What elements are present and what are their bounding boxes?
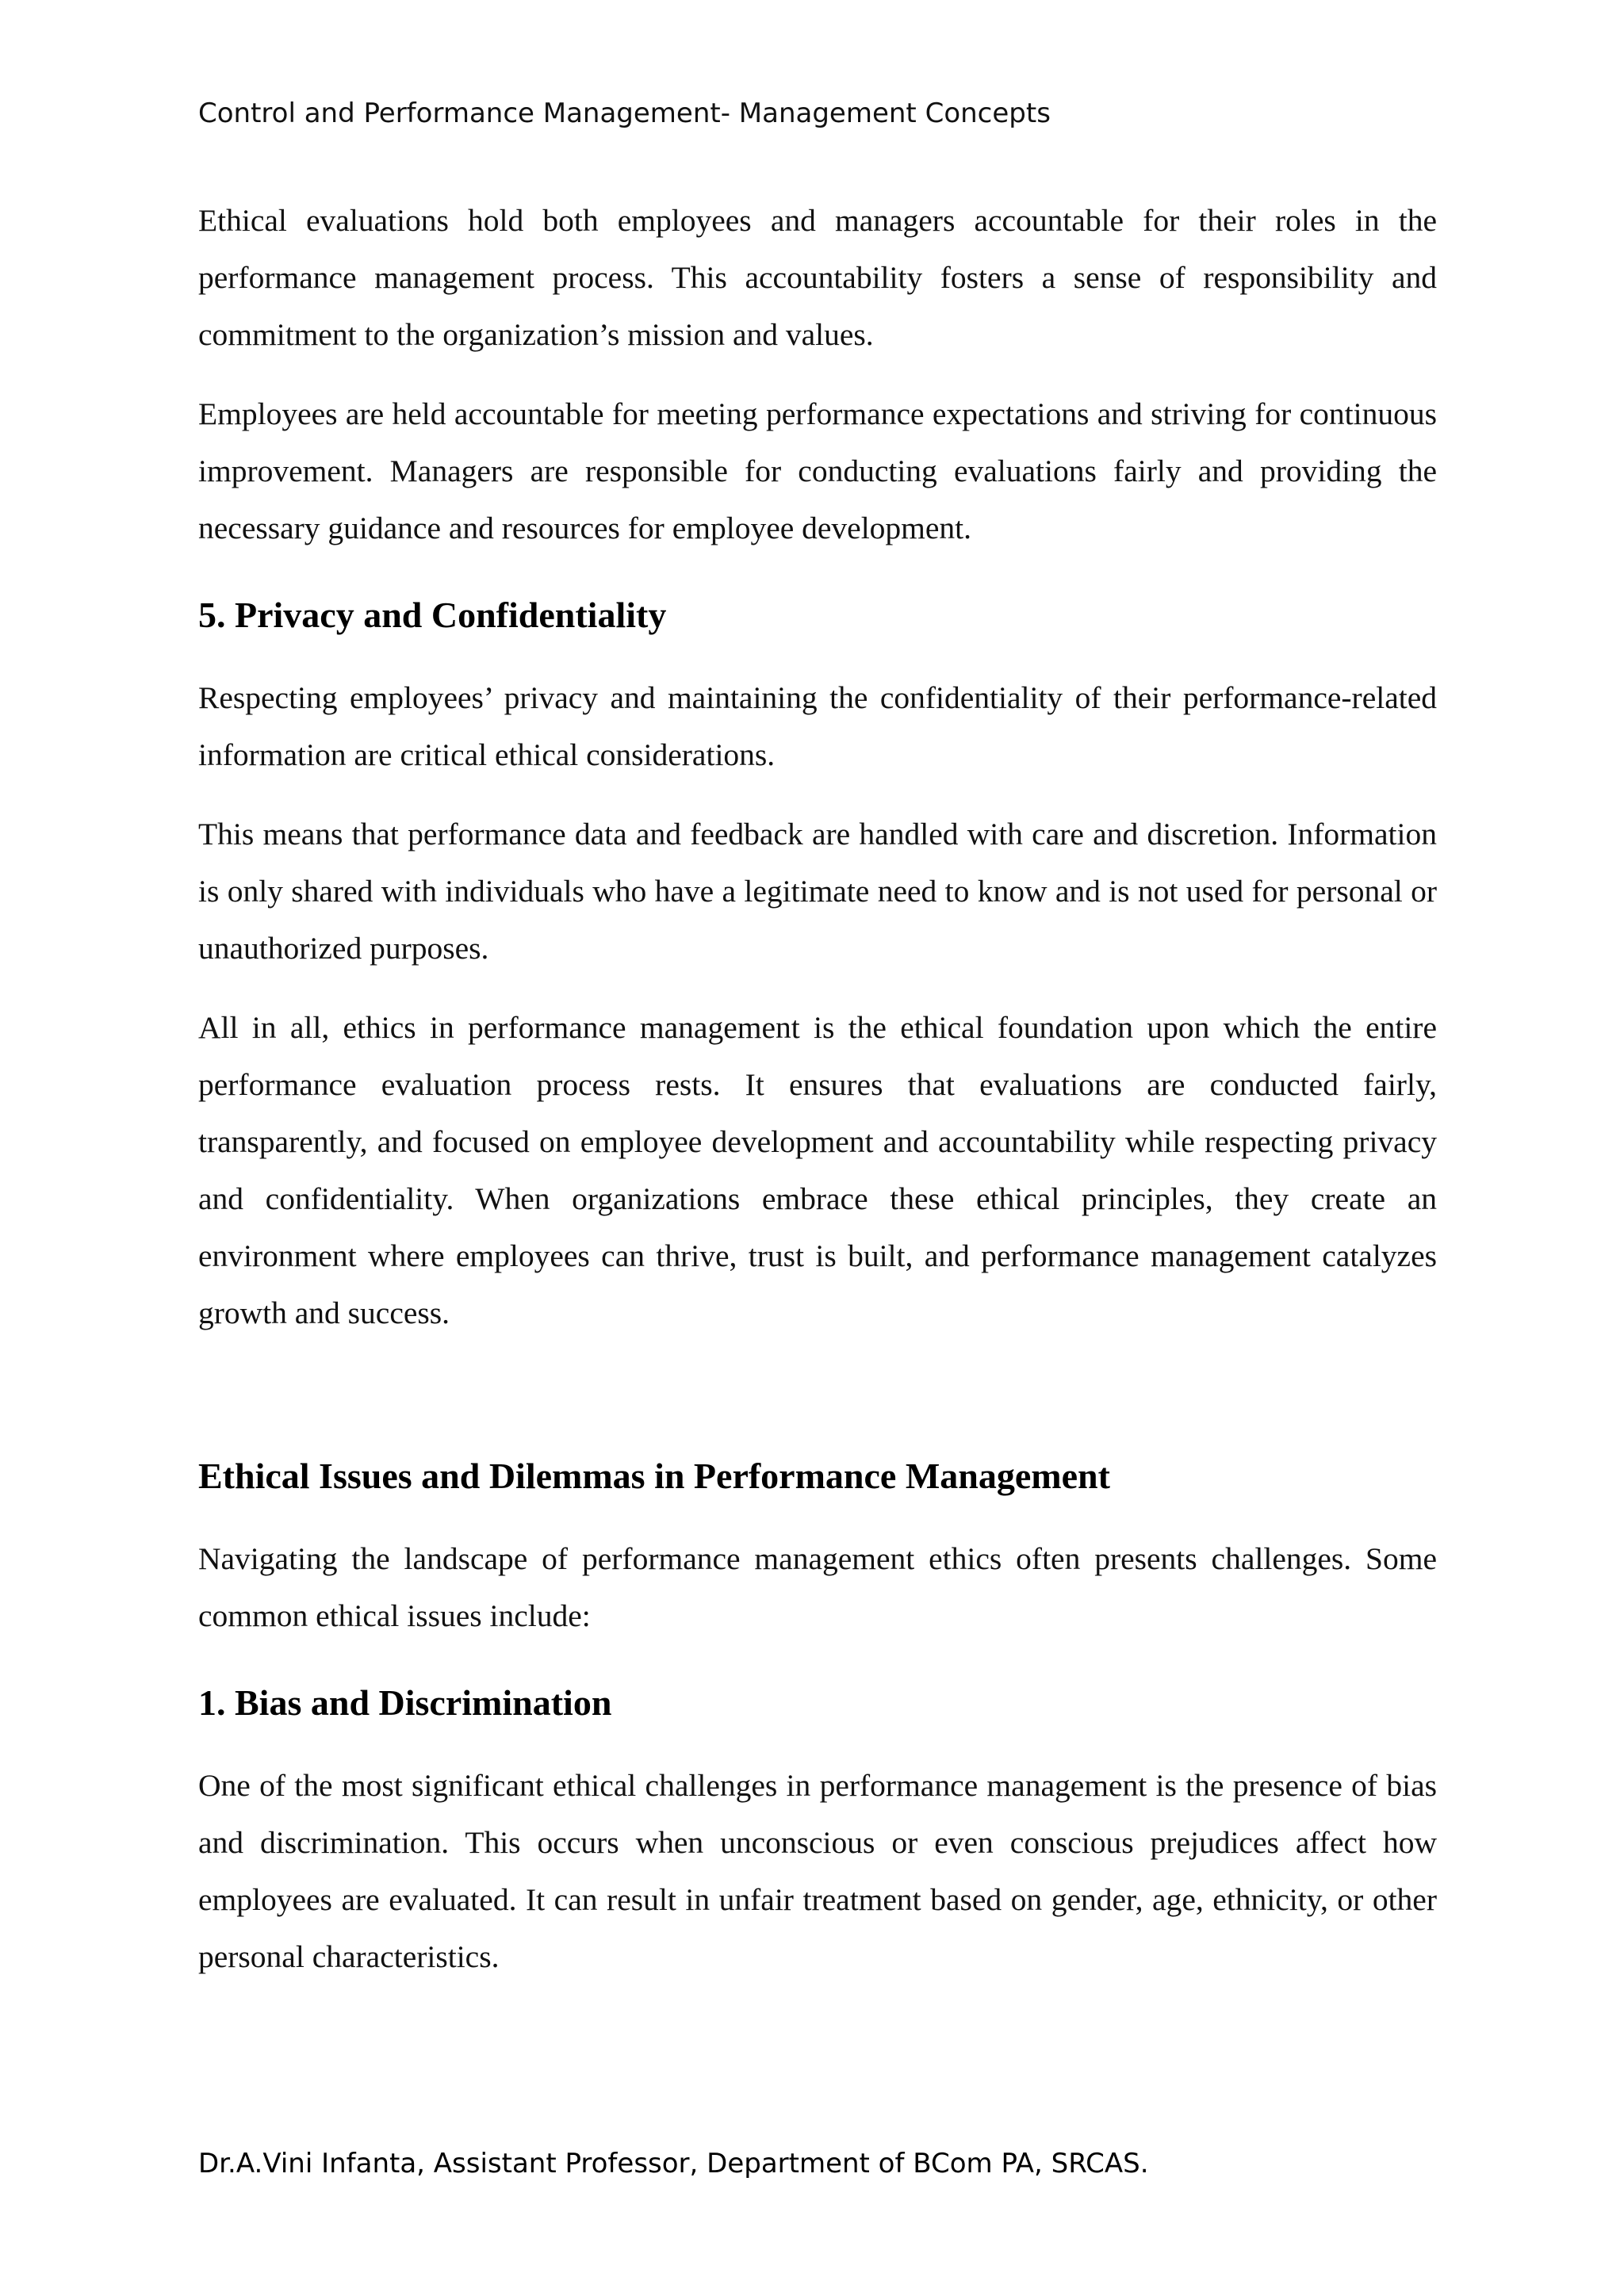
paragraph-accountability: Ethical evaluations hold both employees and managers accountable for their roles in the performance management process. This accountability fosters a sense of responsibility and commitment to the organization’s mission and values.: [198, 203, 1437, 352]
running-footer: Dr.A.Vini Infanta, Assistant Professor, Department of BCom PA, SRCAS.: [198, 2148, 1149, 2179]
running-header: Control and Performance Management- Management Concepts: [198, 98, 1051, 129]
paragraph-data-handling: This means that performance data and feedback are handled with care and discretion. Information is only shared with individuals who have a legitimate need to know and is not used for personal or unauthorized purposes.: [198, 817, 1437, 966]
heading-bias-discrimination: 1. Bias and Discrimination: [198, 1682, 612, 1723]
paragraph-issues-intro: Navigating the landscape of performance management ethics often presents challenges. Some common ethical issues include:: [198, 1541, 1437, 1633]
heading-ethical-issues: Ethical Issues and Dilemmas in Performance Management: [198, 1456, 1110, 1496]
document-body: [198, 192, 1437, 2007]
heading-privacy-confidentiality: 5. Privacy and Confidentiality: [198, 595, 667, 635]
paragraph-employee-accountability: Employees are held accountable for meeting performance expectations and striving for continuous improvement. Managers are responsible for conducting evaluations fairly and providing the necessary guidance and resources for employee development.: [198, 396, 1437, 545]
paragraph-bias: One of the most significant ethical challenges in performance management is the presence of bias and discrimination. This occurs when unconscious or even conscious prejudices affect how employees are evaluated. It can result in unfair treatment based on gender, age, ethnicity, or other personal characteristics.: [198, 1768, 1437, 1974]
paragraph-summary: All in all, ethics in performance management is the ethical foundation upon which the entire performance evaluation process rests. It ensures that evaluations are conducted fairly, transparently, and focused on employee development and accountability while respecting privacy and confidentiality. When organizations embrace these ethical principles, they create an environment where employees can thrive, trust is built, and performance management catalyzes growth and success.: [198, 1010, 1437, 1330]
paragraph-privacy-intro: Respecting employees’ privacy and maintaining the confidentiality of their performance-related information are critical ethical considerations.: [198, 680, 1437, 772]
